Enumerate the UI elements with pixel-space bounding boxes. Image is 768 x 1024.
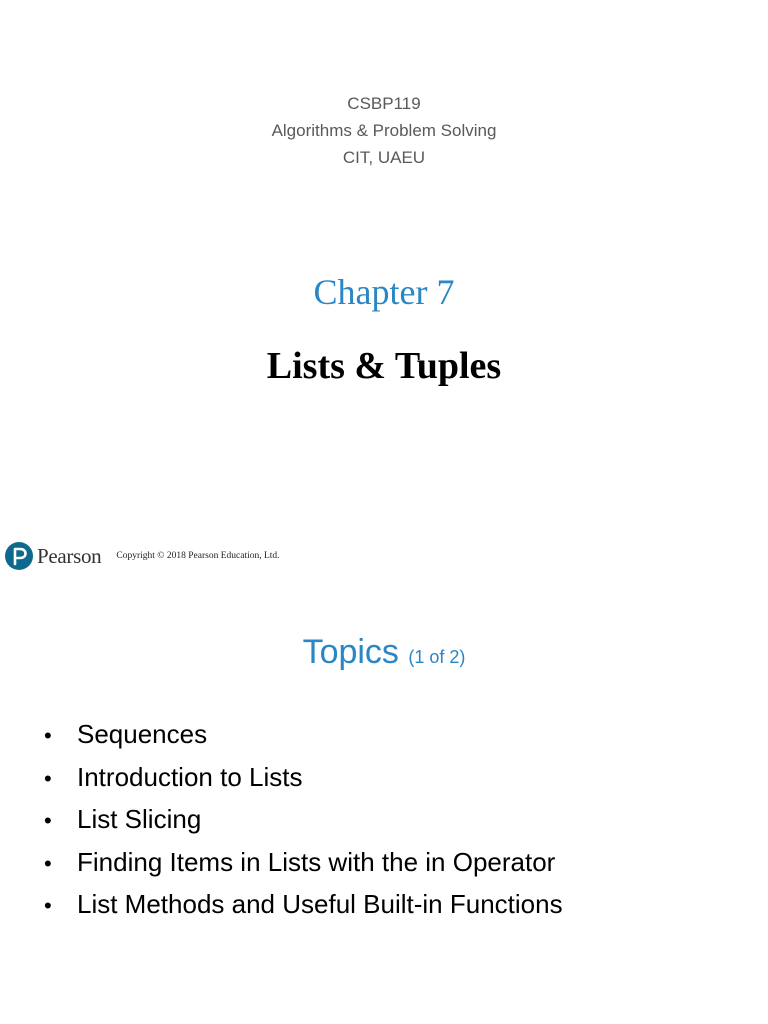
bullet-icon: • [44, 893, 52, 918]
topics-heading [0, 628, 768, 681]
list-item [42, 842, 563, 885]
course-name: Algorithms & Problem Solving [271, 121, 497, 140]
list-item [42, 757, 563, 800]
list-item [42, 884, 563, 927]
chapter-label: Chapter 7 [313, 272, 455, 312]
bullet-icon: • [44, 808, 52, 833]
topics-page-count: (1 of 2) [408, 647, 466, 667]
list-item-text: List Methods and Useful Built-in Functions [77, 889, 563, 919]
list-item-text: Introduction to Lists [77, 761, 303, 792]
topics-slide [0, 590, 768, 1024]
slide-title: Lists & Tuples [266, 345, 502, 387]
list-item [42, 714, 563, 757]
list-item [42, 799, 563, 842]
list-item-text: Finding Items in Lists with the in Operator [77, 846, 556, 877]
list-item-text: List Slicing [77, 804, 202, 834]
topics-title-text: Topics [302, 633, 399, 671]
list-item-text: Sequences [77, 719, 208, 749]
course-code: CSBP119 [347, 94, 421, 113]
course-info [0, 90, 768, 171]
pearson-p-icon [5, 542, 33, 570]
bullet-icon: • [44, 765, 52, 791]
slide-footer [5, 538, 280, 574]
copyright-notice: Copyright © 2018 Pearson Education, Ltd. [116, 551, 280, 561]
institution: CIT, UAEU [342, 148, 426, 167]
bullet-icon: • [44, 723, 52, 748]
topics-list [42, 714, 563, 927]
pearson-brand-text: Pearson [37, 543, 102, 568]
bullet-icon: • [44, 850, 52, 876]
